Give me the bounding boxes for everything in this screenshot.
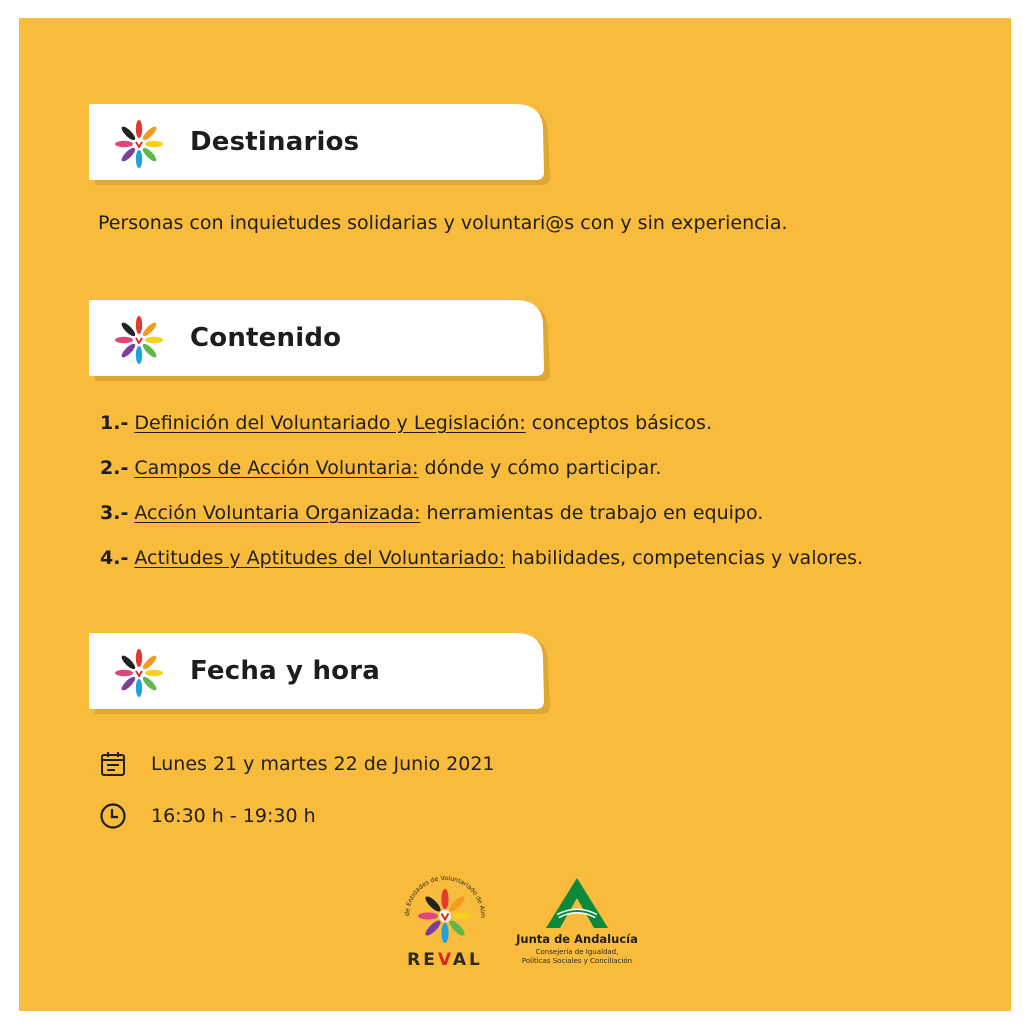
calendar-icon xyxy=(99,750,127,778)
junta-a-emblem xyxy=(538,876,616,930)
event-date: Lunes 21 y martes 22 de Junio 2021 xyxy=(151,753,495,775)
junta-name: Junta de Andalucía xyxy=(516,932,638,946)
list-item xyxy=(100,457,863,502)
time-row xyxy=(99,801,316,831)
item-number: 4.- xyxy=(100,547,129,569)
section-title: Fecha y hora xyxy=(190,656,380,686)
reval-wordmark: REVAL xyxy=(407,950,483,970)
item-number: 2.- xyxy=(100,457,129,479)
footer-logos xyxy=(395,866,655,976)
reval-people-icon xyxy=(113,313,165,365)
section-header-contenido xyxy=(89,300,545,376)
date-row xyxy=(99,749,495,779)
item-topic: Definición del Voluntariado y Legislación: xyxy=(134,412,526,434)
item-topic: Acción Voluntaria Organizada: xyxy=(134,502,421,524)
list-item xyxy=(100,502,863,547)
contenido-list xyxy=(100,412,863,592)
section-header-destinatarios xyxy=(89,104,545,180)
reval-people-icon xyxy=(113,646,165,698)
reval-people-icon xyxy=(113,117,165,169)
list-item xyxy=(100,547,863,592)
section-title: Destinarios xyxy=(190,127,360,157)
item-detail: herramientas de trabajo en equipo. xyxy=(426,502,764,524)
section-header-fecha xyxy=(89,633,545,709)
list-item xyxy=(100,412,863,457)
junta-subtitle-line: Políticas Sociales y Conciliación xyxy=(521,957,633,965)
item-number: 1.- xyxy=(100,412,129,434)
clock-icon xyxy=(99,802,127,830)
event-time: 16:30 h - 19:30 h xyxy=(151,805,316,827)
destinatarios-text: Personas con inquietudes solidarias y voluntari@s con y sin experiencia. xyxy=(98,212,788,234)
item-detail: habilidades, competencias y valores. xyxy=(511,547,864,569)
item-topic: Actitudes y Aptitudes del Voluntariado: xyxy=(134,547,506,569)
junta-subtitle-line: Consejería de Igualdad, xyxy=(535,948,619,956)
item-detail: conceptos básicos. xyxy=(531,412,712,434)
reval-emblem xyxy=(395,866,495,952)
item-number: 3.- xyxy=(100,502,129,524)
item-topic: Campos de Acción Voluntaria: xyxy=(134,457,419,479)
item-detail: dónde y cómo participar. xyxy=(424,457,662,479)
section-title: Contenido xyxy=(190,323,342,353)
junta-subtitle xyxy=(503,948,651,966)
reval-arc-text: de Entidades de Voluntariado de Alm xyxy=(403,874,487,919)
reval-logo xyxy=(395,866,495,976)
